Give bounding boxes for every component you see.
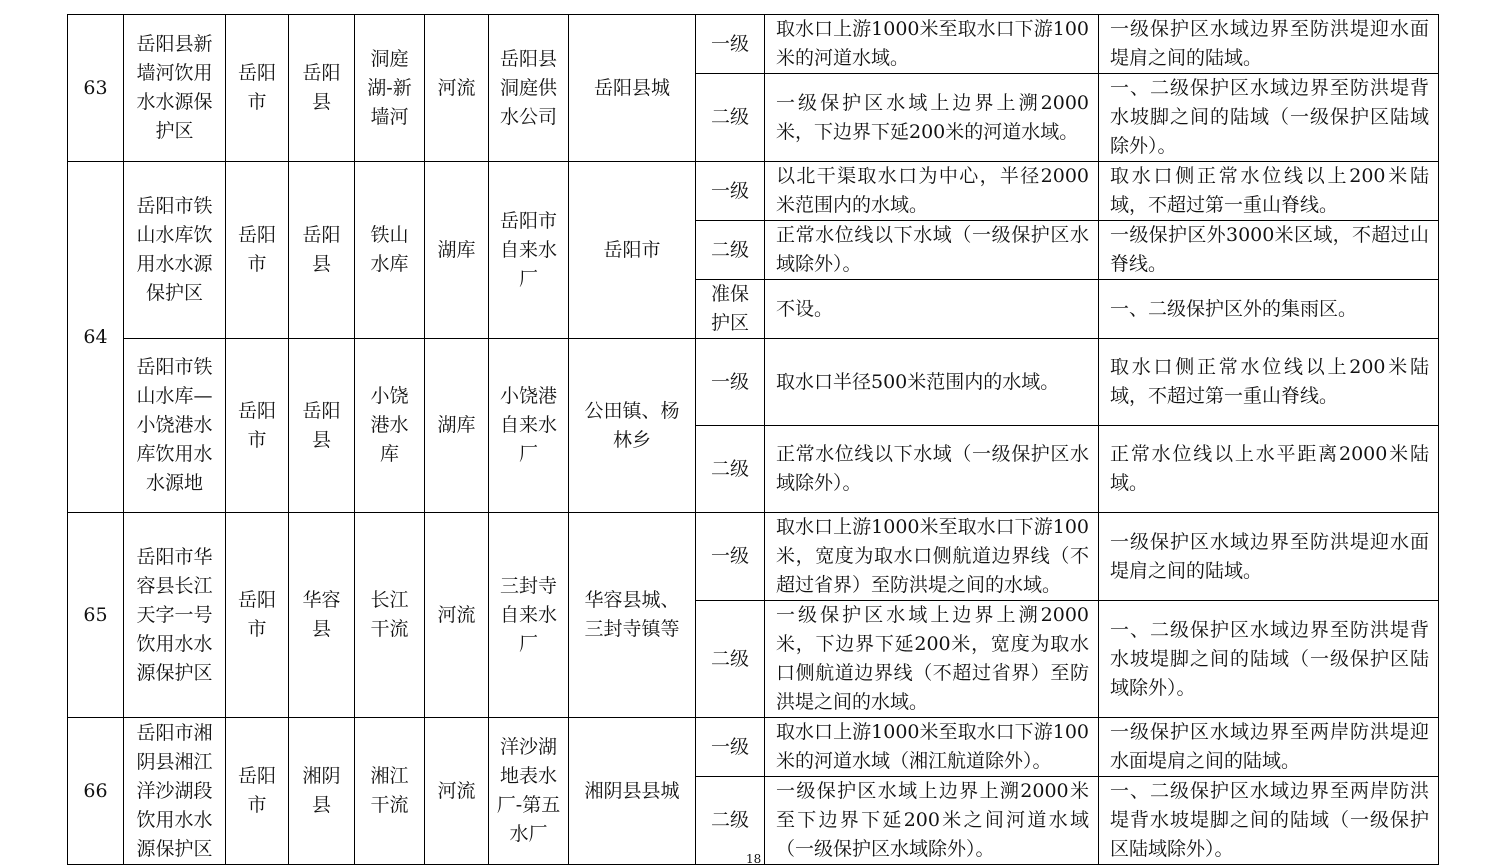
- water-area-scope: 一级保护区水域上边界上溯2000米至下边界下延200米之间河道水域（一级保护区水域除外）。: [765, 777, 1099, 865]
- water-body: 铁山水库: [355, 162, 425, 339]
- water-area-scope: 一级保护区水域上边界上溯2000米，下边界下延200米的河道水域。: [765, 74, 1099, 162]
- table-body: [68, 15, 1439, 865]
- protection-area-name: 岳阳市铁山水库—小饶港水库饮用水水源地: [124, 339, 226, 513]
- table-row: [68, 162, 1439, 221]
- protection-level: 一级: [696, 162, 765, 221]
- county: 岳阳县: [289, 162, 355, 339]
- serial-number: 66: [68, 718, 124, 865]
- water-plant: 小饶港自来水厂: [489, 339, 569, 513]
- county: 湘阴县: [289, 718, 355, 865]
- water-area-scope: 正常水位线以下水域（一级保护区水域除外）。: [765, 221, 1099, 280]
- city: 岳阳市: [226, 15, 289, 162]
- water-type: 湖库: [425, 339, 489, 513]
- service-area: 岳阳县城: [569, 15, 696, 162]
- table-row: [68, 718, 1439, 777]
- protection-level: 一级: [696, 513, 765, 601]
- water-area-scope: 正常水位线以下水域（一级保护区水域除外）。: [765, 426, 1099, 513]
- water-area-scope: 取水口半径500米范围内的水域。: [765, 339, 1099, 426]
- water-plant: 岳阳县洞庭供水公司: [489, 15, 569, 162]
- protection-level: 二级: [696, 601, 765, 718]
- water-plant: 岳阳市自来水厂: [489, 162, 569, 339]
- protection-area-name: 岳阳县新墙河饮用水水源保护区: [124, 15, 226, 162]
- page-number: 18: [746, 852, 762, 866]
- protection-level: 一级: [696, 718, 765, 777]
- city: 岳阳市: [226, 513, 289, 718]
- land-area-scope: 一级保护区水域边界至两岸防洪堤迎水面堤肩之间的陆域。: [1099, 718, 1439, 777]
- protection-level: 二级: [696, 777, 765, 865]
- table-row: [68, 339, 1439, 426]
- land-area-scope: 一、二级保护区水域边界至防洪堤背水坡堤脚之间的陆域（一级保护区陆域除外）。: [1099, 601, 1439, 718]
- protection-area-name: 岳阳市华容县长江天字一号饮用水水源保护区: [124, 513, 226, 718]
- land-area-scope: 一、二级保护区水域边界至防洪堤背水坡脚之间的陆域（一级保护区陆域除外）。: [1099, 74, 1439, 162]
- water-plant: 洋沙湖地表水厂-第五水厂: [489, 718, 569, 865]
- protection-area-name: 岳阳市铁山水库饮用水水源保护区: [124, 162, 226, 339]
- service-area: 岳阳市: [569, 162, 696, 339]
- protection-level: 一级: [696, 339, 765, 426]
- land-area-scope: 正常水位线以上水平距离2000米陆域。: [1099, 426, 1439, 513]
- water-type: 河流: [425, 718, 489, 865]
- land-area-scope: 一级保护区外3000米区域，不超过山脊线。: [1099, 221, 1439, 280]
- land-area-scope: 一、二级保护区外的集雨区。: [1099, 280, 1439, 339]
- serial-number: 65: [68, 513, 124, 718]
- protection-level: 二级: [696, 426, 765, 513]
- protection-level: 准保护区: [696, 280, 765, 339]
- serial-number: 64: [68, 162, 124, 513]
- serial-number: 63: [68, 15, 124, 162]
- water-body: 湘江干流: [355, 718, 425, 865]
- city: 岳阳市: [226, 162, 289, 339]
- water-area-scope: 取水口上游1000米至取水口下游100米的河道水域（湘江航道除外）。: [765, 718, 1099, 777]
- land-area-scope: 一、二级保护区水域边界至两岸防洪堤背水坡堤脚之间的陆域（一级保护区陆域除外）。: [1099, 777, 1439, 865]
- table-row: [68, 513, 1439, 601]
- water-area-scope: 取水口上游1000米至取水口下游100米，宽度为取水口侧航道边界线（不超过省界）至防洪堤之间的水域。: [765, 513, 1099, 601]
- water-body: 洞庭湖-新墙河: [355, 15, 425, 162]
- city: 岳阳市: [226, 718, 289, 865]
- water-area-scope: 取水口上游1000米至取水口下游100米的河道水域。: [765, 15, 1099, 74]
- city: 岳阳市: [226, 339, 289, 513]
- land-area-scope: 一级保护区水域边界至防洪堤迎水面堤肩之间的陆域。: [1099, 15, 1439, 74]
- county: 华容县: [289, 513, 355, 718]
- water-body: 长江干流: [355, 513, 425, 718]
- protection-area-name: 岳阳市湘阴县湘江洋沙湖段饮用水水源保护区: [124, 718, 226, 865]
- water-type: 河流: [425, 513, 489, 718]
- water-type: 湖库: [425, 162, 489, 339]
- water-source-table: [67, 14, 1439, 865]
- service-area: 公田镇、杨林乡: [569, 339, 696, 513]
- water-type: 河流: [425, 15, 489, 162]
- land-area-scope: 一级保护区水域边界至防洪堤迎水面堤肩之间的陆域。: [1099, 513, 1439, 601]
- water-plant: 三封寺自来水厂: [489, 513, 569, 718]
- land-area-scope: 取水口侧正常水位线以上200米陆域，不超过第一重山脊线。: [1099, 162, 1439, 221]
- service-area: 华容县城、三封寺镇等: [569, 513, 696, 718]
- protection-level: 二级: [696, 74, 765, 162]
- land-area-scope: 取水口侧正常水位线以上200米陆域，不超过第一重山脊线。: [1099, 339, 1439, 426]
- county: 岳阳县: [289, 15, 355, 162]
- water-area-scope: 一级保护区水域上边界上溯2000米，下边界下延200米，宽度为取水口侧航道边界线（不超过省界）至防洪堤之间的水域。: [765, 601, 1099, 718]
- protection-level: 二级: [696, 221, 765, 280]
- county: 岳阳县: [289, 339, 355, 513]
- table-row: [68, 15, 1439, 74]
- service-area: 湘阴县县城: [569, 718, 696, 865]
- water-area-scope: 不设。: [765, 280, 1099, 339]
- water-area-scope: 以北干渠取水口为中心，半径2000米范围内的水域。: [765, 162, 1099, 221]
- protection-level: 一级: [696, 15, 765, 74]
- water-body: 小饶港水库: [355, 339, 425, 513]
